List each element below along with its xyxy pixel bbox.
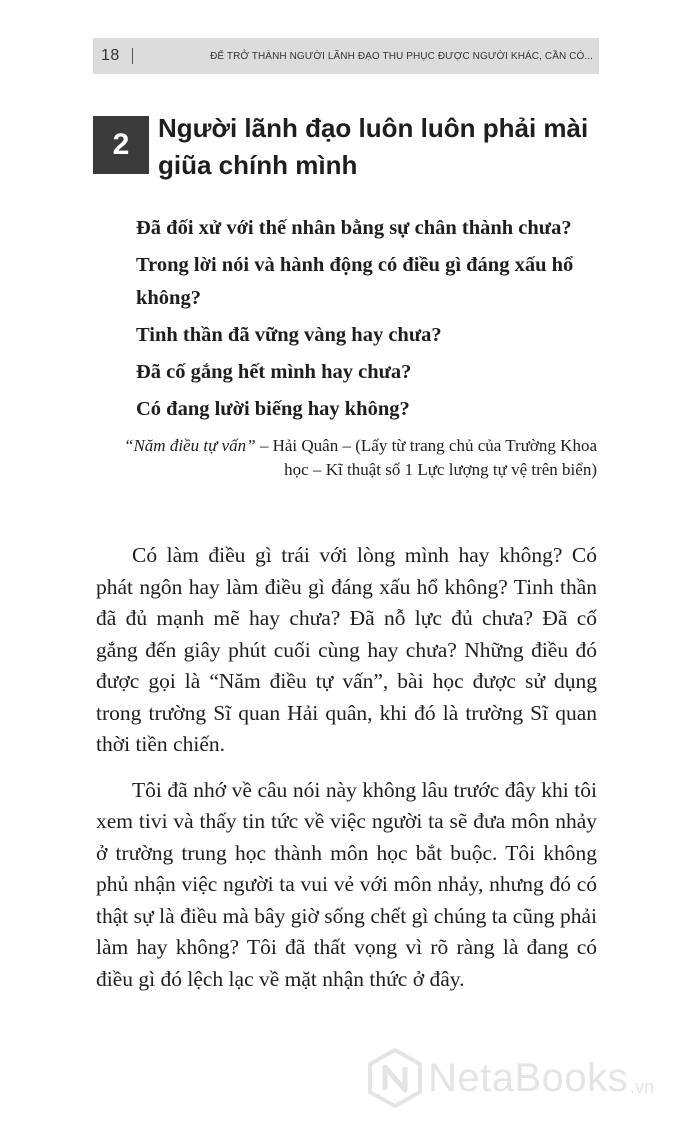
watermark-domain: .vn	[630, 1077, 655, 1097]
epigraph-questions	[136, 212, 606, 430]
epigraph-citation	[96, 434, 597, 482]
question-item: Tinh thần đã vững vàng hay chưa?	[136, 324, 442, 346]
netabooks-logo-icon	[368, 1048, 422, 1108]
body-paragraph: Có làm điều gì trái với lòng mình hay không? Có phát ngôn hay làm điều gì đáng xấu hổ không? Tinh thần đã đủ mạnh mẽ hay chưa? Đã nỗ lực đủ chưa? Đã cố gắng đến giây phút cuối cùng hay chưa? Những điều đó được gọi là “Năm điều tự vấn”, bài học được sử dụng trong trường Sĩ quan Hải quân, khi đó là trường Sĩ quan thời tiền chiến.	[96, 543, 597, 756]
header-divider	[132, 48, 133, 64]
page-number: 18	[101, 47, 120, 64]
question-item: Đã đối xử với thế nhân bằng sự chân thành chưa?	[136, 217, 572, 239]
chapter-number-badge: 2	[93, 116, 149, 174]
chapter-title: Người lãnh đạo luôn luôn phải mài giũa chính mình	[158, 113, 589, 180]
citation-work-title: “Năm điều tự vấn”	[124, 436, 256, 455]
citation-source: – Hải Quân – (Lấy từ trang chủ của Trường Khoa học – Kĩ thuật số 1 Lực lượng tự vệ trên biển)	[255, 436, 597, 479]
body-text	[96, 540, 597, 1009]
running-title: ĐỂ TRỞ THÀNH NGƯỜI LÃNH ĐẠO THU PHỤC ĐƯỢC NGƯỜI KHÁC, CẦN CÓ...	[210, 50, 593, 62]
question-item: Trong lời nói và hành động có điều gì đáng xấu hổ không?	[136, 254, 574, 309]
publisher-watermark	[368, 1048, 686, 1108]
question-item: Có đang lười biếng hay không?	[136, 398, 410, 420]
running-header	[93, 38, 599, 74]
watermark-brand: NetaBooks	[428, 1055, 629, 1100]
body-paragraph: Tôi đã nhớ về câu nói này không lâu trước đây khi tôi xem tivi và thấy tin tức về việc người ta sẽ đưa môn nhảy ở trường trung học thành môn học bắt buộc. Tôi không phủ nhận việc người ta vui vẻ với môn nhảy, nhưng đó có thật sự là điều mà bây giờ sống chết gì chúng ta cũng phải làm hay không? Tôi đã thất vọng vì rõ ràng là đang có điều gì đó lệch lạc về mặt nhận thức ở đây.	[96, 777, 597, 991]
question-item: Đã cố gắng hết mình hay chưa?	[136, 361, 412, 383]
